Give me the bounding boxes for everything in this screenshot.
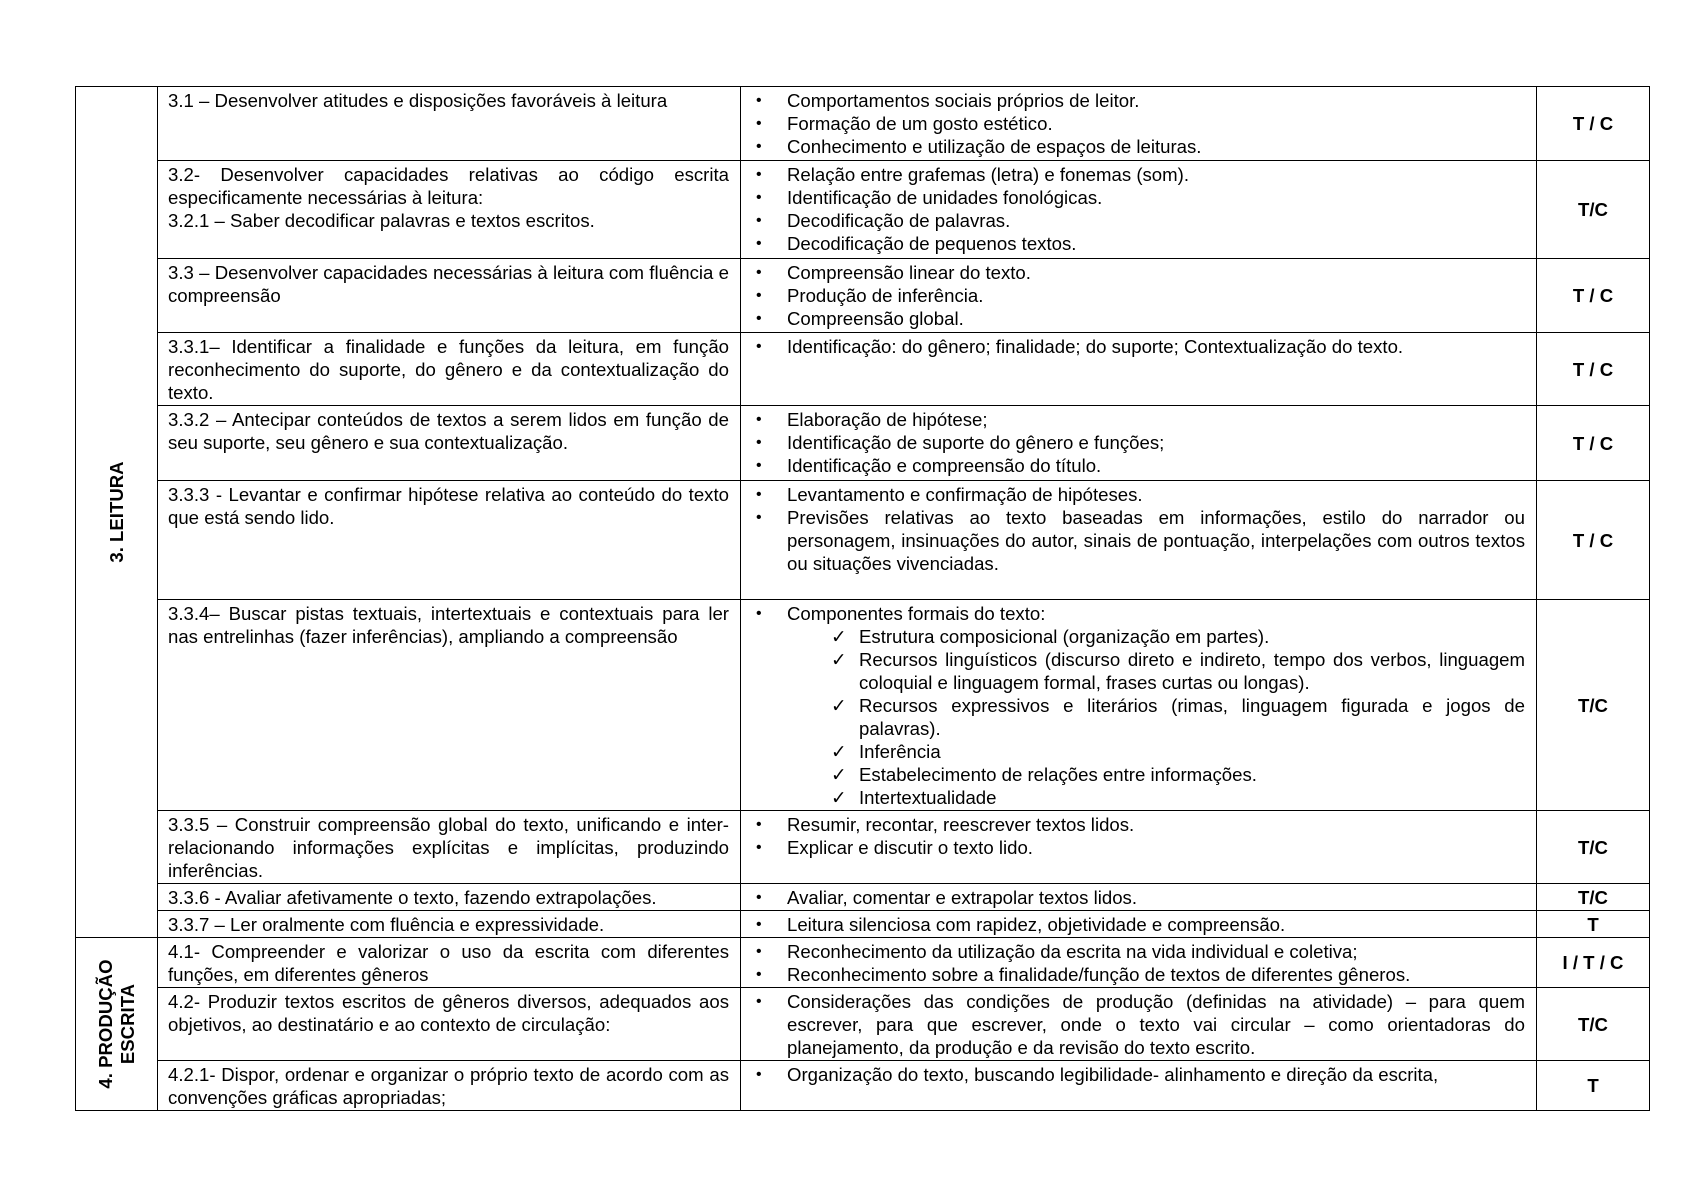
contents-list [751, 940, 1525, 986]
area-label-line: 3. LEITURA [105, 461, 127, 563]
objective-cell [158, 333, 741, 406]
contents-cell [741, 406, 1537, 481]
objective-cell [158, 406, 741, 481]
objective-cell [158, 811, 741, 884]
content-item: • Identificação e compreensão do título. [751, 454, 1525, 477]
contents-cell [741, 884, 1537, 911]
code-cell: T/C [1537, 988, 1650, 1061]
content-item: • Identificação de suporte do gênero e funções; [751, 431, 1525, 454]
content-item: • Previsões relativas ao texto baseadas em informações, estilo do narrador ou personagem, insinuações do autor, sinais de pontuação, interpelações com outros textos ou situações vivenciadas. [751, 506, 1525, 575]
contents-list [751, 408, 1525, 477]
objective-text: 3.3.5 – Construir compreensão global do texto, unificando e inter-relacionando informações explícitas e implícitas, produzindo inferências. [168, 814, 729, 881]
area-cell-leitura [76, 87, 158, 938]
checklist-item: ✓ Estrutura composicional (organização em partes). [823, 625, 1525, 648]
table-row [76, 87, 1650, 161]
table-row [76, 333, 1650, 406]
code-cell: T [1537, 911, 1650, 938]
contents-cell [741, 87, 1537, 161]
content-item: • Decodificação de palavras. [751, 209, 1525, 232]
table-row [76, 600, 1650, 811]
content-item: • Reconhecimento sobre a finalidade/função de textos de diferentes gêneros. [751, 963, 1525, 986]
content-item: • Conhecimento e utilização de espaços de leituras. [751, 135, 1525, 158]
code-cell: T/C [1537, 161, 1650, 259]
contents-list [751, 89, 1525, 158]
content-item: • Identificação: do gênero; finalidade; do suporte; Contextualização do texto. [751, 335, 1525, 358]
contents-list [751, 335, 1525, 358]
area-label-producao [95, 959, 139, 1088]
content-item: • Explicar e discutir o texto lido. [751, 836, 1525, 859]
code-cell: T/C [1537, 600, 1650, 811]
curriculum-table [75, 86, 1650, 1111]
objective-cell [158, 884, 741, 911]
objective-text: 3.3.7 – Ler oralmente com fluência e expressividade. [168, 914, 605, 935]
objective-cell [158, 938, 741, 988]
code-cell: T [1537, 1061, 1650, 1111]
content-item: • Avaliar, comentar e extrapolar textos lidos. [751, 886, 1525, 909]
table-row [76, 884, 1650, 911]
objective-text: 4.2- Produzir textos escritos de gêneros diversos, adequados aos objetivos, ao destinatário e ao contexto de circulação: [168, 991, 729, 1035]
content-item: • Identificação de unidades fonológicas. [751, 186, 1525, 209]
contents-cell [741, 811, 1537, 884]
content-item: • Produção de inferência. [751, 284, 1525, 307]
contents-list [751, 913, 1525, 936]
table-row [76, 161, 1650, 259]
objective-text: 4.2.1- Dispor, ordenar e organizar o próprio texto de acordo com as convenções gráficas apropriadas; [168, 1064, 729, 1108]
objective-cell [158, 600, 741, 811]
content-item: • Levantamento e confirmação de hipóteses. [751, 483, 1525, 506]
contents-cell [741, 988, 1537, 1061]
table-row [76, 1061, 1650, 1111]
checklist-item: ✓ Estabelecimento de relações entre informações. [823, 763, 1525, 786]
content-item: • Compreensão linear do texto. [751, 261, 1525, 284]
area-label-line: 4. PRODUÇÃO [94, 959, 116, 1089]
objective-text: 3.3.4– Buscar pistas textuais, intertextuais e contextuais para ler nas entrelinhas (fazer inferências), ampliando a compreensão [168, 603, 729, 647]
contents-list [751, 990, 1525, 1059]
code-cell: T / C [1537, 406, 1650, 481]
content-item: • Organização do texto, buscando legibilidade- alinhamento e direção da escrita, [751, 1063, 1525, 1086]
table-row [76, 406, 1650, 481]
code-cell: T / C [1537, 333, 1650, 406]
objective-cell [158, 481, 741, 600]
objective-text: 3.3.6 - Avaliar afetivamente o texto, fazendo extrapolações. [168, 887, 657, 908]
objective-cell [158, 1061, 741, 1111]
code-cell: T / C [1537, 481, 1650, 600]
contents-cell [741, 911, 1537, 938]
content-item: • Resumir, recontar, reescrever textos lidos. [751, 813, 1525, 836]
code-cell: T/C [1537, 884, 1650, 911]
checklist [751, 625, 1525, 809]
contents-cell [741, 938, 1537, 988]
content-item: • Compreensão global. [751, 307, 1525, 330]
objective-cell [158, 988, 741, 1061]
area-label-leitura [106, 461, 128, 562]
contents-list [751, 483, 1525, 575]
objective-cell [158, 161, 741, 259]
contents-cell [741, 600, 1537, 811]
content-item: • Leitura silenciosa com rapidez, objetividade e compreensão. [751, 913, 1525, 936]
objective-text: 3.3 – Desenvolver capacidades necessárias à leitura com fluência e compreensão [168, 262, 729, 306]
area-cell-producao [76, 938, 158, 1111]
table-row [76, 481, 1650, 600]
content-item: • Considerações das condições de produção (definidas na atividade) – para quem escrever, para que escrever, onde o texto vai circular – como orientadoras do planejamento, da produção e da revisão do texto escrito. [751, 990, 1525, 1059]
objective-text: 3.3.1– Identificar a finalidade e funções da leitura, em função reconhecimento do suporte, do gênero e da contextualização do texto. [168, 336, 729, 403]
objective-cell [158, 911, 741, 938]
table-row [76, 811, 1650, 884]
contents-list [751, 163, 1525, 255]
content-item: • Decodificação de pequenos textos. [751, 232, 1525, 255]
contents-cell [741, 161, 1537, 259]
checklist-item: ✓ Intertextualidade [823, 786, 1525, 809]
curriculum-table-body [76, 87, 1650, 1111]
checklist-item: ✓ Recursos linguísticos (discurso direto e indireto, tempo dos verbos, linguagem coloquial e linguagem formal, frases curtas ou longas). [823, 648, 1525, 694]
objective-text: 3.3.2 – Antecipar conteúdos de textos a serem lidos em função de seu suporte, seu gênero e sua contextualização. [168, 409, 729, 453]
code-cell: I / T / C [1537, 938, 1650, 988]
checklist-item: ✓ Recursos expressivos e literários (rimas, linguagem figurada e jogos de palavras). [823, 694, 1525, 740]
content-item: • Reconhecimento da utilização da escrita na vida individual e coletiva; [751, 940, 1525, 963]
table-row [76, 259, 1650, 333]
table-row [76, 988, 1650, 1061]
contents-cell [741, 1061, 1537, 1111]
objective-cell [158, 87, 741, 161]
code-cell: T / C [1537, 259, 1650, 333]
content-item: • Componentes formais do texto: [751, 602, 1525, 625]
content-item: • Comportamentos sociais próprios de leitor. [751, 89, 1525, 112]
content-item: • Elaboração de hipótese; [751, 408, 1525, 431]
contents-cell [741, 481, 1537, 600]
contents-list [751, 886, 1525, 909]
content-item: • Formação de um gosto estético. [751, 112, 1525, 135]
content-item: • Relação entre grafemas (letra) e fonemas (som). [751, 163, 1525, 186]
code-cell: T / C [1537, 87, 1650, 161]
objective-text: 3.3.3 - Levantar e confirmar hipótese relativa ao conteúdo do texto que está sendo lido. [168, 484, 729, 528]
objective-text: 4.1- Compreender e valorizar o uso da escrita com diferentes funções, em diferentes gêneros [168, 941, 729, 985]
objective-text: 3.2.1 – Saber decodificar palavras e textos escritos. [168, 210, 595, 231]
contents-list [751, 1063, 1525, 1086]
objective-text: 3.2- Desenvolver capacidades relativas ao código escrita especificamente necessárias à leitura: [168, 164, 729, 208]
table-row [76, 911, 1650, 938]
area-label-line: ESCRITA [116, 983, 138, 1065]
contents-list [751, 261, 1525, 330]
contents-cell [741, 259, 1537, 333]
contents-list [751, 602, 1525, 625]
objective-cell [158, 259, 741, 333]
objective-text: 3.1 – Desenvolver atitudes e disposições favoráveis à leitura [168, 90, 668, 111]
contents-cell [741, 333, 1537, 406]
checklist-item: ✓ Inferência [823, 740, 1525, 763]
table-row [76, 938, 1650, 988]
contents-list [751, 813, 1525, 859]
code-cell: T/C [1537, 811, 1650, 884]
